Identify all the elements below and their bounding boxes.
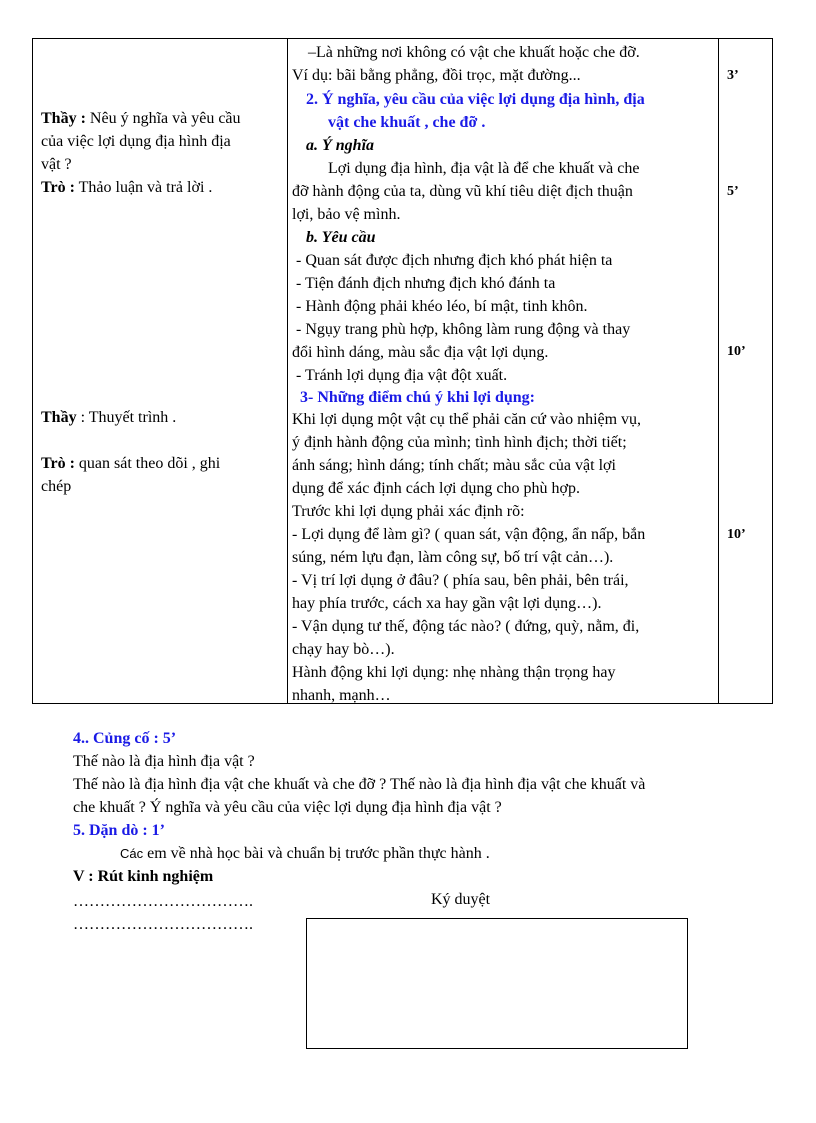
- lesson-table: [32, 38, 773, 704]
- content-line: –Là những nơi không có vật che khuất hoặc che đỡ.: [308, 44, 640, 61]
- content-line: - Quan sát được địch nhưng địch khó phát hiện ta: [296, 252, 613, 269]
- content-line: - Tránh lợi dụng địa vật đột xuất.: [296, 367, 508, 384]
- time-label: 10’: [727, 527, 746, 542]
- student-observe-line2: chép: [41, 478, 72, 495]
- content-line: ánh sáng; hình dáng; tính chất; màu sắc của vật lợi: [292, 457, 616, 474]
- homework-heading: 5. Dặn dò : 1’: [73, 822, 166, 839]
- content-line: dụng để xác định cách lợi dụng cho phù hợp.: [292, 480, 580, 497]
- approval-signature-box: [306, 918, 688, 1049]
- content-line: - Ngụy trang phù hợp, không làm rung động và thay: [296, 321, 631, 338]
- content-line: Hành động khi lợi dụng: nhẹ nhàng thận trọng hay: [292, 664, 616, 681]
- content-line: hay phía trước, cách xa hay gần vật lợi dụng…).: [292, 595, 602, 612]
- content-column: [288, 39, 719, 704]
- content-line: ý định hành động của mình; tình hình địch; thời tiết;: [292, 434, 627, 451]
- content-line: - Tiện đánh địch nhưng địch khó đánh ta: [296, 275, 556, 292]
- activity-column: [33, 39, 288, 704]
- teacher-question-line3: vật ?: [41, 156, 72, 173]
- content-line: nhanh, mạnh…: [292, 687, 391, 704]
- consolidation-heading: 4.. Củng cố : 5’: [73, 730, 177, 747]
- dotted-line: …………………………….: [73, 893, 253, 910]
- time-column: [719, 39, 773, 704]
- subheading-b: b. Yêu cầu: [306, 229, 376, 246]
- subheading-a: a. Ý nghĩa: [306, 137, 375, 154]
- content-line: - Lợi dụng để làm gì? ( quan sát, vận động, ẩn nấp, bắn: [292, 526, 646, 543]
- content-line: Khi lợi dụng một vật cụ thể phải căn cứ vào nhiệm vụ,: [292, 411, 642, 428]
- experience-heading: V : Rút kinh nghiệm: [73, 868, 214, 885]
- teacher-question-line1: Thầy : Nêu ý nghĩa và yêu cầu: [41, 110, 241, 127]
- content-line: Ví dụ: bãi bằng phẳng, đồi trọc, mặt đường...: [292, 67, 581, 84]
- content-line: lợi, bảo vệ mình.: [292, 206, 401, 223]
- teacher-question-line2: của việc lợi dụng địa hình địa: [41, 133, 231, 150]
- homework-text: Các em về nhà học bài và chuẩn bị trước phần thực hành .: [120, 845, 490, 862]
- content-line: đổi hình dáng, màu sắc địa vật lợi dụng.: [292, 344, 549, 361]
- student-observe-line1: Trò : quan sát theo dõi , ghi: [41, 455, 221, 472]
- approval-label: Ký duyệt: [431, 891, 491, 908]
- time-label: 3’: [727, 68, 739, 83]
- content-line: - Vị trí lợi dụng ở đâu? ( phía sau, bên phải, bên trái,: [292, 572, 629, 589]
- content-line: súng, ném lựu đạn, làm công sự, bố trí vật cản…).: [292, 549, 614, 566]
- content-line: - Hành động phải khéo léo, bí mật, tinh khôn.: [296, 298, 588, 315]
- section-heading-2: 2. Ý nghĩa, yêu cầu của việc lợi dụng địa hình, địa: [306, 91, 645, 108]
- dotted-line: …………………………….: [73, 916, 253, 933]
- section-heading-2-cont: vật che khuất , che đỡ .: [328, 114, 486, 131]
- content-line: đỡ hành động của ta, dùng vũ khí tiêu diệt địch thuận: [292, 183, 633, 200]
- review-question: Thế nào là địa hình địa vật che khuất và che đỡ ? Thế nào là địa hình địa vật che khuất và: [73, 776, 646, 793]
- review-question: Thế nào là địa hình địa vật ?: [73, 753, 255, 770]
- review-question: che khuất ? Ý nghĩa và yêu cầu của việc lợi dụng địa hình địa vật ?: [73, 799, 502, 816]
- content-line: Lợi dụng địa hình, địa vật là để che khuất và che: [328, 160, 640, 177]
- content-line: - Vận dụng tư thế, động tác nào? ( đứng, quỳ, nằm, đi,: [292, 618, 640, 635]
- student-discussion: Trò : Thảo luận và trả lời .: [41, 179, 213, 196]
- content-line: Trước khi lợi dụng phải xác định rõ:: [292, 503, 525, 520]
- time-label: 10’: [727, 344, 746, 359]
- time-label: 5’: [727, 184, 739, 199]
- content-line: chạy hay bò…).: [292, 641, 395, 658]
- section-heading-3: 3- Những điểm chú ý khi lợi dụng:: [300, 389, 535, 406]
- teacher-presentation: Thầy : Thuyết trình .: [41, 409, 177, 426]
